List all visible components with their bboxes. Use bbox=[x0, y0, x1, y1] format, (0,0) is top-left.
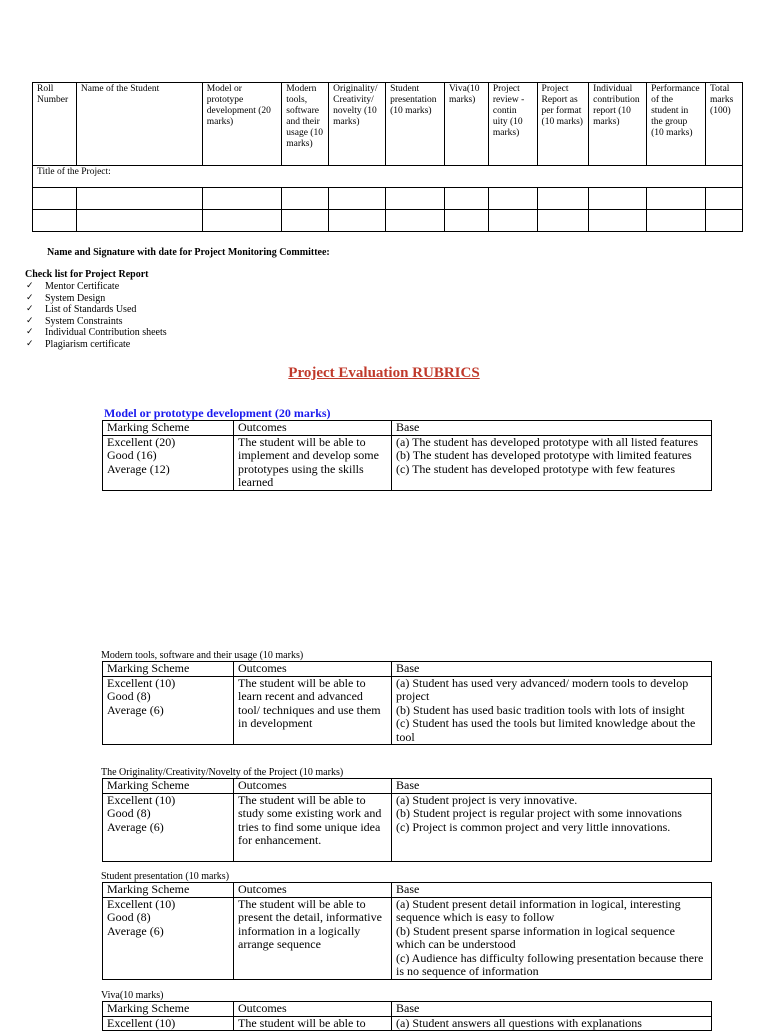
base-header: Base bbox=[392, 883, 712, 898]
marking-scheme-header: Marking Scheme bbox=[103, 1002, 234, 1017]
evaluation-header-row bbox=[33, 83, 743, 166]
list-item bbox=[25, 281, 167, 293]
table-cell[interactable] bbox=[488, 210, 537, 232]
tools-section-title: Modern tools, software and their usage (10 marks) bbox=[101, 650, 304, 661]
list-item bbox=[25, 293, 167, 305]
outcomes-header: Outcomes bbox=[234, 779, 392, 794]
grades-cell bbox=[103, 897, 234, 979]
table-cell[interactable] bbox=[488, 188, 537, 210]
grade-average: Average (6) bbox=[107, 702, 164, 717]
rubric-body-row bbox=[103, 793, 712, 861]
check-icon: ✓ bbox=[26, 327, 34, 338]
table-cell[interactable] bbox=[444, 188, 488, 210]
base-item: (a) Student present detail information in logical, interesting sequence which is easy to follow bbox=[396, 896, 681, 924]
base-cell bbox=[392, 793, 712, 861]
base-item: (a) Student has used very advanced/ modern tools to develop project bbox=[396, 675, 689, 703]
table-cell[interactable] bbox=[282, 210, 329, 232]
outcome-cell: The student will be able to bbox=[234, 1016, 392, 1031]
base-item: (c) Student has used the tools but limited knowledge about the tool bbox=[396, 716, 696, 744]
project-title-row bbox=[33, 166, 743, 188]
rubric-body-row bbox=[103, 435, 712, 490]
check-icon: ✓ bbox=[26, 338, 34, 349]
grade-excellent: Excellent (20) bbox=[107, 434, 176, 449]
table-cell[interactable] bbox=[444, 210, 488, 232]
table-cell[interactable] bbox=[76, 210, 202, 232]
base-item: (c) Project is common project and very little innovations. bbox=[396, 819, 671, 834]
outcomes-header: Outcomes bbox=[234, 421, 392, 436]
originality-rubric-table bbox=[102, 778, 712, 862]
grade-average: Average (6) bbox=[107, 819, 164, 834]
table-cell[interactable] bbox=[33, 210, 77, 232]
base-header: Base bbox=[392, 779, 712, 794]
evaluation-table bbox=[32, 82, 743, 232]
rubric-header-row bbox=[103, 779, 712, 794]
rubric-header-row bbox=[103, 883, 712, 898]
rubric-body-row bbox=[103, 1016, 712, 1031]
checklist-item-label: List of Standards Used bbox=[45, 304, 137, 316]
base-item: (c) Audience has difficulty following presentation because there is no sequence of information bbox=[396, 950, 704, 978]
grade-excellent: Excellent (10) bbox=[107, 1015, 176, 1030]
checklist-item-label: System Constraints bbox=[45, 315, 123, 327]
checklist-item-label: Mentor Certificate bbox=[45, 281, 120, 292]
checklist-item-label: Plagiarism certificate bbox=[45, 338, 131, 350]
header-total: Total marks (100) bbox=[706, 83, 743, 166]
checklist-item-label: System Design bbox=[45, 292, 106, 304]
base-header: Base bbox=[392, 662, 712, 677]
table-cell[interactable] bbox=[282, 188, 329, 210]
table-cell[interactable] bbox=[647, 210, 706, 232]
marking-scheme-header: Marking Scheme bbox=[103, 662, 234, 677]
header-model: Model or prototype development (20 marks) bbox=[202, 83, 281, 166]
marking-scheme-header: Marking Scheme bbox=[103, 421, 234, 436]
outcomes-header: Outcomes bbox=[234, 1002, 392, 1017]
outcome-cell: The student will be able to learn recent and advanced tool/ techniques and use them in development bbox=[234, 676, 392, 745]
project-title-cell[interactable]: Title of the Project: bbox=[33, 166, 743, 188]
check-icon: ✓ bbox=[26, 292, 34, 303]
grade-good: Good (8) bbox=[107, 806, 151, 820]
table-cell[interactable] bbox=[706, 210, 743, 232]
table-cell[interactable] bbox=[647, 188, 706, 210]
list-item bbox=[25, 304, 167, 316]
table-cell[interactable] bbox=[329, 188, 386, 210]
outcome-cell: The student will be able to present the detail, informative information in a logically arrange sequence bbox=[234, 897, 392, 979]
header-originality: Originality/ Creativity/ novelty (10 marks) bbox=[329, 83, 386, 166]
rubric-header-row bbox=[103, 421, 712, 436]
base-item: (a) Student project is very innovative. bbox=[396, 792, 578, 807]
base-item: (b) Student present sparse information in logical sequence which can be understood bbox=[396, 923, 675, 951]
model-rubric-table bbox=[102, 420, 712, 491]
marking-scheme-header: Marking Scheme bbox=[103, 883, 234, 898]
checklist-item-label: Individual Contribution sheets bbox=[45, 327, 167, 339]
base-cell bbox=[392, 676, 712, 745]
grade-good: Good (8) bbox=[107, 910, 151, 924]
table-row bbox=[33, 210, 743, 232]
base-cell bbox=[392, 897, 712, 979]
check-icon: ✓ bbox=[26, 315, 34, 326]
grade-excellent: Excellent (10) bbox=[107, 896, 176, 911]
table-cell[interactable] bbox=[202, 210, 281, 232]
grade-excellent: Excellent (10) bbox=[107, 675, 176, 690]
grade-average: Average (6) bbox=[107, 923, 164, 938]
grades-cell bbox=[103, 1016, 234, 1031]
grade-average: Average (12) bbox=[107, 461, 170, 476]
header-student-name: Name of the Student bbox=[76, 83, 202, 166]
grade-good: Good (8) bbox=[107, 689, 151, 703]
checklist bbox=[25, 281, 167, 351]
header-tools: Modern tools, software and their usage (10 marks) bbox=[282, 83, 329, 166]
table-cell[interactable] bbox=[329, 210, 386, 232]
header-review: Project review - contin uity (10 marks) bbox=[488, 83, 537, 166]
base-item: (b) The student has developed prototype with limited features bbox=[396, 448, 692, 462]
model-section-title: Model or prototype development (20 marks) bbox=[104, 406, 331, 420]
header-presentation: Student presentation (10 marks) bbox=[386, 83, 445, 166]
table-cell[interactable] bbox=[386, 210, 445, 232]
viva-section-title: Viva(10 marks) bbox=[101, 990, 164, 1001]
marking-scheme-header: Marking Scheme bbox=[103, 779, 234, 794]
header-report: Project Report as per format (10 marks) bbox=[537, 83, 589, 166]
list-item bbox=[25, 339, 167, 351]
outcome-cell: The student will be able to study some existing work and tries to find some unique idea for enhancement. bbox=[234, 793, 392, 861]
table-row bbox=[33, 188, 743, 210]
table-cell[interactable] bbox=[537, 210, 589, 232]
list-item bbox=[25, 327, 167, 339]
outcome-cell: The student will be able to implement and develop some prototypes using the skills learned bbox=[234, 435, 392, 490]
table-cell[interactable] bbox=[76, 188, 202, 210]
presentation-rubric-table bbox=[102, 882, 712, 980]
grades-cell bbox=[103, 435, 234, 490]
table-cell[interactable] bbox=[706, 188, 743, 210]
table-cell[interactable] bbox=[537, 188, 589, 210]
outcomes-header: Outcomes bbox=[234, 662, 392, 677]
base-item: (a) The student has developed prototype with all listed features bbox=[396, 434, 699, 449]
base-cell bbox=[392, 435, 712, 490]
viva-rubric-table bbox=[102, 1001, 712, 1031]
rubric-body-row bbox=[103, 676, 712, 745]
check-icon: ✓ bbox=[26, 281, 34, 291]
outcomes-header: Outcomes bbox=[234, 883, 392, 898]
rubric-header-row bbox=[103, 662, 712, 677]
header-viva: Viva(10 marks) bbox=[444, 83, 488, 166]
table-cell[interactable] bbox=[386, 188, 445, 210]
rubric-header-row bbox=[103, 1002, 712, 1017]
base-header: Base bbox=[392, 1002, 712, 1017]
table-cell[interactable] bbox=[589, 188, 647, 210]
originality-section-title: The Originality/Creativity/Novelty of the Project (10 marks) bbox=[101, 767, 344, 778]
table-cell[interactable] bbox=[202, 188, 281, 210]
check-icon: ✓ bbox=[26, 304, 34, 315]
table-cell[interactable] bbox=[589, 210, 647, 232]
base-item: (c) The student has developed prototype with few features bbox=[396, 461, 676, 476]
header-performance: Performance of the student in the group (10 marks) bbox=[647, 83, 706, 166]
grade-excellent: Excellent (10) bbox=[107, 792, 176, 807]
base-header: Base bbox=[392, 421, 712, 436]
rubric-body-row bbox=[103, 897, 712, 979]
base-cell bbox=[392, 1016, 712, 1031]
base-item: (a) Student answers all questions with explanations bbox=[396, 1015, 642, 1030]
base-item: (b) Student project is regular project with some innovations bbox=[396, 806, 682, 820]
presentation-section-title: Student presentation (10 marks) bbox=[101, 871, 230, 882]
grades-cell bbox=[103, 676, 234, 745]
tools-rubric-table bbox=[102, 661, 712, 745]
grade-good: Good (16) bbox=[107, 448, 157, 462]
list-item bbox=[25, 316, 167, 328]
grades-cell bbox=[103, 793, 234, 861]
table-cell[interactable] bbox=[33, 188, 77, 210]
committee-label: Name and Signature with date for Project Monitoring Committee: bbox=[47, 247, 330, 258]
header-individual: Individual contribution report (10 marks) bbox=[589, 83, 647, 166]
header-roll-number: Roll Number bbox=[33, 83, 77, 166]
checklist-title: Check list for Project Report bbox=[25, 269, 149, 280]
rubrics-title: Project Evaluation RUBRICS bbox=[288, 365, 480, 381]
base-item: (b) Student has used basic tradition tools with lots of insight bbox=[396, 702, 685, 717]
